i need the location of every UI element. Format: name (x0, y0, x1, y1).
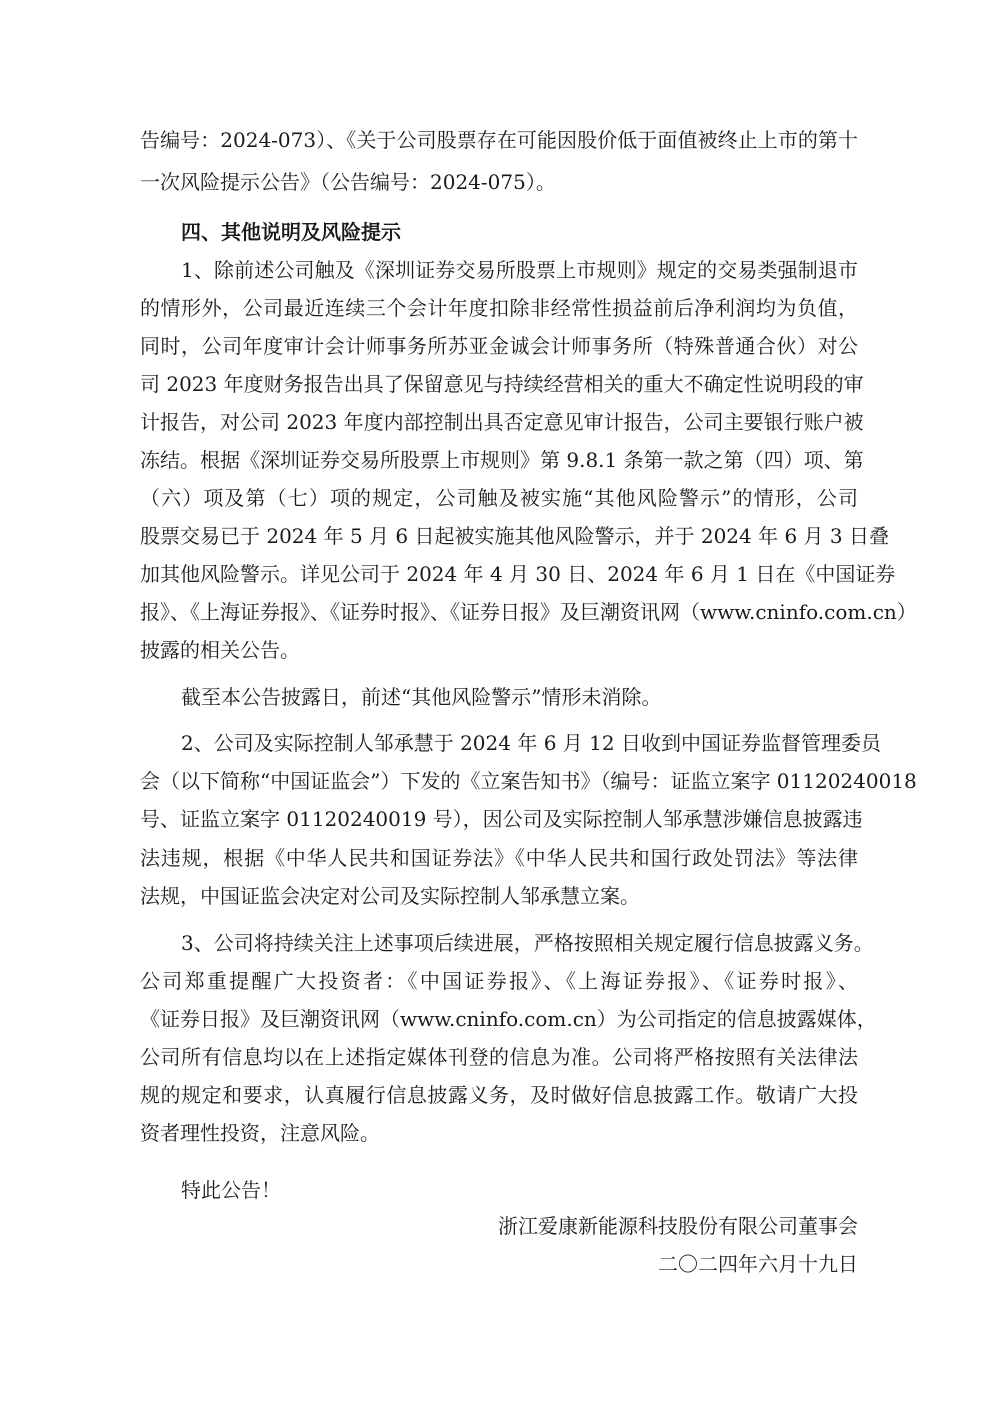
signature-company: 浙江爱康新能源科技股份有限公司董事会 (498, 1214, 858, 1238)
text-line: 会（以下简称“中国证监会”）下发的《立案告知书》（编号：证监立案字 01120240018 (140, 769, 917, 793)
text-line: 加其他风险警示。详见公司于 2024 年 4 月 30 日、2024 年 6 月 1 日在《中国证券 (140, 562, 896, 586)
text-line: 2、公司及实际控制人邹承慧于 2024 年 6 月 12 日收到中国证券监督管理委员 (181, 731, 881, 755)
text-line: 号、证监立案字 01120240019 号），因公司及实际控制人邹承慧涉嫌信息披露违 (140, 807, 863, 831)
text-line: 规的规定和要求，认真履行信息披露义务，及时做好信息披露工作。敬请广大投 (140, 1083, 858, 1107)
text-line: 资者理性投资，注意风险。 (140, 1121, 380, 1145)
signature-date: 二〇二四年六月十九日 (658, 1252, 858, 1276)
text-line: （六）项及第（七）项的规定，公司触及被实施“其他风险警示”的情形，公司 (140, 486, 858, 510)
section-heading: 四、其他说明及风险提示 (181, 220, 401, 244)
text-line: 冻结。根据《深圳证券交易所股票上市规则》第 9.8.1 条第一款之第（四）项、第 (140, 448, 864, 472)
text-line: 公司所有信息均以在上述指定媒体刊登的信息为准。公司将严格按照有关法律法 (140, 1045, 858, 1069)
text-line: 披露的相关公告。 (140, 638, 300, 662)
text-line: 同时，公司年度审计会计师事务所苏亚金诚会计师事务所（特殊普通合伙）对公 (140, 334, 858, 358)
text-line: 报》、《上海证券报》、《证券时报》、《证券日报》及巨潮资讯网（www.cninfo.com.cn） (140, 600, 917, 624)
text-line: 计报告，对公司 2023 年度内部控制出具否定意见审计报告，公司主要银行账户被 (140, 410, 864, 434)
text-line: 法规，中国证监会决定对公司及实际控制人邹承慧立案。 (140, 884, 640, 908)
text-line: 《证券日报》及巨潮资讯网（www.cninfo.com.cn）为公司指定的信息披露媒体， (140, 1007, 877, 1031)
text-line: 告编号：2024-073）、《关于公司股票存在可能因股价低于面值被终止上市的第十 (140, 128, 858, 152)
text-line: 公司郑重提醒广大投资者：《中国证券报》、《上海证券报》、《证券时报》、 (140, 969, 858, 993)
text-line: 截至本公告披露日，前述“其他风险警示”情形未消除。 (181, 685, 662, 709)
text-line: 1、除前述公司触及《深圳证券交易所股票上市规则》规定的交易类强制退市 (181, 258, 858, 282)
text-line: 司 2023 年度财务报告出具了保留意见与持续经营相关的重大不确定性说明段的审 (140, 372, 864, 396)
text-line: 的情形外，公司最近连续三个会计年度扣除非经常性损益前后净利润均为负值， (140, 296, 858, 320)
text-line: 股票交易已于 2024 年 5 月 6 日起被实施其他风险警示，并于 2024 年 6 月 3 日叠 (140, 524, 889, 548)
text-line: 3、公司将持续关注上述事项后续进展，严格按照相关规定履行信息披露义务。 (181, 931, 874, 955)
closing-text: 特此公告！ (181, 1178, 281, 1202)
text-line: 一次风险提示公告》（公告编号：2024-075）。 (140, 170, 556, 194)
text-line: 法违规，根据《中华人民共和国证券法》《中华人民共和国行政处罚法》等法律 (140, 846, 858, 870)
